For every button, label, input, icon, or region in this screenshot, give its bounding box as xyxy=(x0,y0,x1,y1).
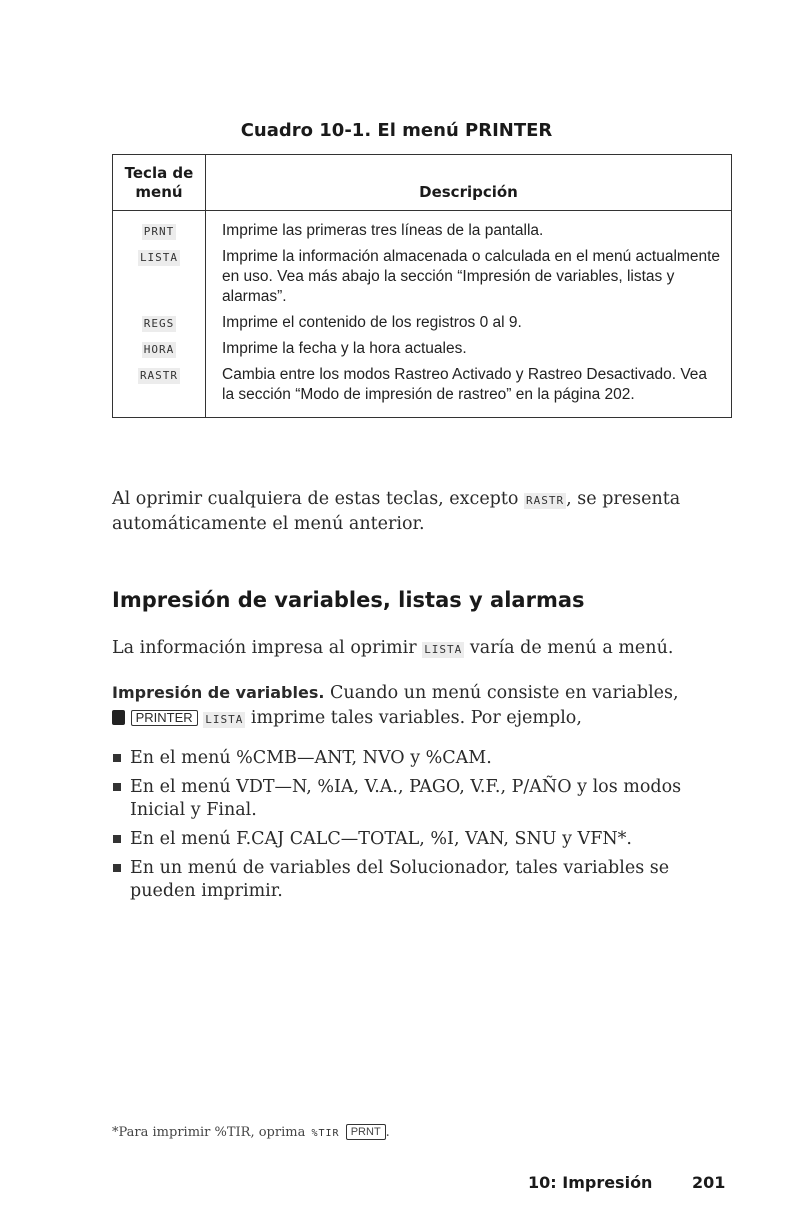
list-item xyxy=(112,776,727,822)
header-key-line1: Tecla de xyxy=(124,163,194,182)
section-intro-paragraph xyxy=(112,636,722,661)
after-table-text-after: , se presenta automáticamente el menú anterior. xyxy=(112,489,681,534)
table-row xyxy=(113,336,732,362)
description-cell: Imprime la fecha y la hora actuales. xyxy=(206,336,732,362)
printer-key: PRINTER xyxy=(131,710,198,726)
menu-key-cell xyxy=(113,211,206,245)
list-item xyxy=(112,828,727,851)
list-item-text: En el menú %CMB—ANT, NVO y %CAM. xyxy=(130,748,492,768)
square-bullet-icon xyxy=(113,754,121,762)
menu-key-prnt: PRNT xyxy=(143,225,175,238)
header-key-column xyxy=(113,155,206,211)
page-number: 201 xyxy=(692,1173,726,1192)
variables-paragraph xyxy=(112,680,722,731)
shift-key-icon xyxy=(112,710,125,725)
description-cell: Cambia entre los modos Rastreo Activado y Rastreo Desactivado. Vea la sección “Modo de impresión de rastreo” en la página 202. xyxy=(206,362,732,418)
footnote-text: *Para imprimir %TIR, oprima xyxy=(112,1125,306,1140)
list-item-text: En un menú de variables del Solucionador, tales variables se pueden imprimir. xyxy=(130,858,670,901)
footnote xyxy=(112,1124,390,1142)
list-item-text: En el menú F.CAJ CALC—TOTAL, %I, VAN, SNU y VFN*. xyxy=(130,829,632,849)
menu-key-rastr-inline: RASTR xyxy=(526,494,565,507)
intro-text-after: varía de menú a menú. xyxy=(469,638,674,658)
square-bullet-icon xyxy=(113,835,121,843)
menu-key-rastr: RASTR xyxy=(139,369,179,382)
square-bullet-icon xyxy=(113,783,121,791)
description-cell: Imprime la información almacenada o calculada en el menú actualmente en uso. Vea más abajo la sección “Impresión de variables, listas y alarmas”. xyxy=(206,244,732,310)
square-bullet-icon xyxy=(113,864,121,872)
menu-key-cell xyxy=(113,310,206,336)
runin-text: Cuando un menú consiste en variables, xyxy=(330,683,679,703)
section-title: Impresión de variables, listas y alarmas xyxy=(112,588,585,612)
examples-list xyxy=(112,747,727,909)
printer-menu-table xyxy=(112,154,732,418)
table-row xyxy=(113,362,732,418)
runin-rest: imprime tales variables. Por ejemplo, xyxy=(250,708,582,728)
menu-key-cell xyxy=(113,362,206,418)
chapter-footer: 10: Impresión xyxy=(528,1173,653,1192)
intro-text-before: La información impresa al oprimir xyxy=(112,638,417,658)
header-description-column: Descripción xyxy=(206,155,732,211)
menu-key-lista-inline-2: LISTA xyxy=(205,713,244,726)
table-row xyxy=(113,310,732,336)
header-key-line2: menú xyxy=(135,182,183,201)
list-item-text: En el menú VDT—N, %IA, V.A., PAGO, V.F., P/AÑO y los modos Inicial y Final. xyxy=(130,777,682,820)
after-table-text-before: Al oprimir cualquiera de estas teclas, excepto xyxy=(112,489,519,509)
description-cell: Imprime el contenido de los registros 0 al 9. xyxy=(206,310,732,336)
footnote-menu-key: %TIR xyxy=(311,1128,340,1139)
description-cell: Imprime las primeras tres líneas de la pantalla. xyxy=(206,211,732,245)
list-item xyxy=(112,747,727,770)
menu-key-cell xyxy=(113,244,206,310)
runin-heading: Impresión de variables. xyxy=(112,683,325,702)
after-table-paragraph xyxy=(112,487,722,537)
footnote-prnt-key: PRNT xyxy=(346,1124,386,1140)
menu-key-lista: LISTA xyxy=(139,251,179,264)
table-row xyxy=(113,244,732,310)
table-row xyxy=(113,211,732,245)
menu-key-regs: REGS xyxy=(143,317,175,330)
footnote-end: . xyxy=(385,1125,390,1140)
menu-key-cell xyxy=(113,336,206,362)
table-caption: Cuadro 10-1. El menú PRINTER xyxy=(240,120,553,141)
table-header-row xyxy=(113,155,732,211)
list-item xyxy=(112,857,727,903)
menu-key-hora: HORA xyxy=(143,343,175,356)
menu-key-lista-inline: LISTA xyxy=(424,643,463,656)
